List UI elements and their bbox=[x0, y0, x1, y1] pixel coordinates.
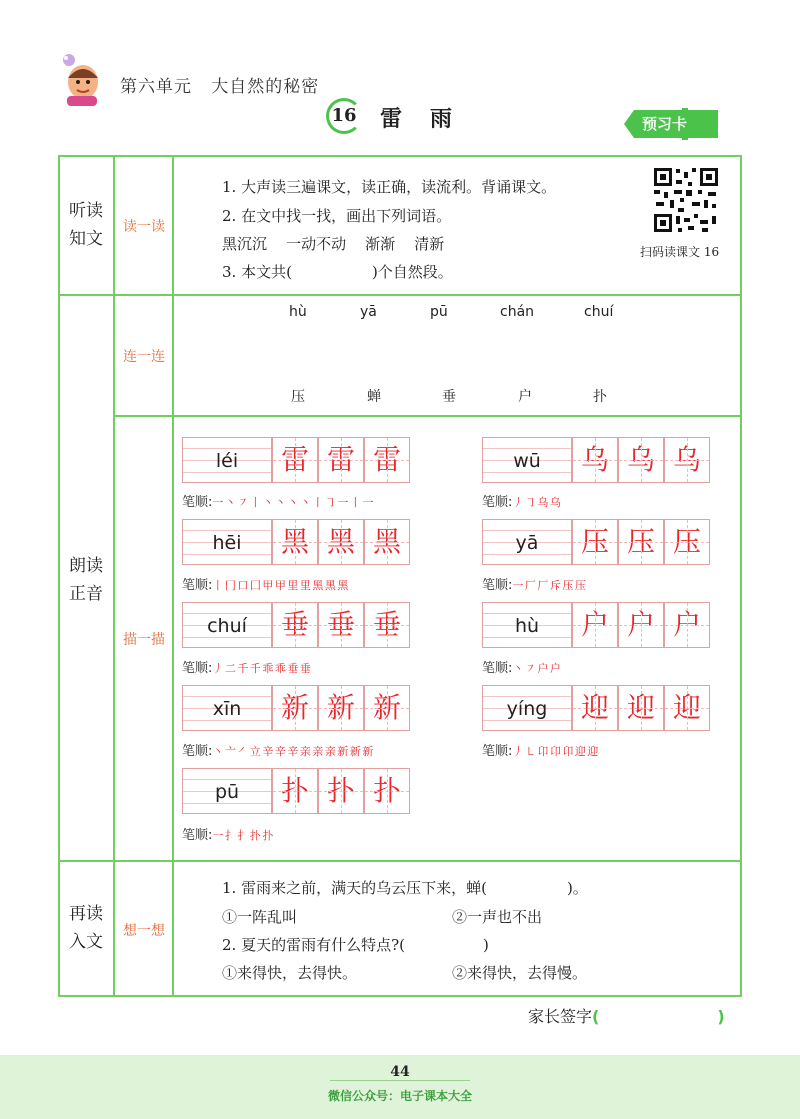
hanzi-box[interactable]: 新 bbox=[364, 685, 410, 731]
hanzi-box[interactable]: 垂 bbox=[272, 602, 318, 648]
listen-item-3: 3. 本文共( )个自然段。 bbox=[222, 263, 453, 281]
hanzi-box[interactable]: 垂 bbox=[318, 602, 364, 648]
q2-option-2[interactable]: ②来得快，去得慢。 bbox=[452, 964, 588, 982]
hanzi-box[interactable]: 户 bbox=[664, 602, 710, 648]
qr-code-icon[interactable] bbox=[652, 166, 720, 234]
listen-item-1: 1. 大声读三遍课文，读正确，读流利。背诵课文。 bbox=[222, 178, 557, 196]
connect-pinyin-5[interactable]: chuí bbox=[584, 304, 614, 320]
hanzi-box[interactable]: 黑 bbox=[364, 519, 410, 565]
section-label-read-aloud: 朗读 正音 bbox=[69, 556, 103, 604]
section-label-listen: 听读 知文 bbox=[69, 201, 103, 249]
connect-hanzi-2[interactable]: 蝉 bbox=[367, 389, 381, 405]
hanzi-box[interactable]: 黑 bbox=[272, 519, 318, 565]
page-number: 44 bbox=[390, 1064, 410, 1080]
listen-words: 黑沉沉 一动不动 渐渐 清新 bbox=[222, 235, 445, 253]
connect-pinyin-3[interactable]: pū bbox=[430, 304, 448, 320]
stroke-order: 笔顺:丶 ㇇ 户 户 bbox=[482, 661, 560, 676]
stroke-order: 笔顺:丿 ㇆ 乌 乌 bbox=[482, 495, 560, 510]
hanzi-box[interactable]: 黑 bbox=[318, 519, 364, 565]
hanzi-box[interactable]: 扑 bbox=[272, 768, 318, 814]
stroke-order: 笔顺:丨 冂 口 囗 甲 甲 里 里 黑 黑 黑 bbox=[182, 578, 348, 593]
stroke-order: 笔顺:丶 亠 ㇒ 立 辛 辛 辛 亲 亲 亲 新 新 新 bbox=[182, 744, 373, 759]
stroke-order: 笔顺:一 扌 扌 扑 扑 bbox=[182, 828, 273, 843]
hanzi-box[interactable]: 迎 bbox=[618, 685, 664, 731]
connect-hanzi-5[interactable]: 扑 bbox=[593, 389, 607, 405]
connect-pinyin-2[interactable]: yā bbox=[360, 304, 377, 320]
page-number-rule bbox=[330, 1080, 470, 1081]
hanzi-box[interactable]: 迎 bbox=[664, 685, 710, 731]
hanzi-box[interactable]: 压 bbox=[664, 519, 710, 565]
stroke-order: 笔顺:一 丶 ㇇ 丨 丶 丶 丶 丶 丨 ㇆ 一 丨 一 bbox=[182, 495, 373, 510]
listen-item-2: 2. 在文中找一找，画出下列词语。 bbox=[222, 207, 452, 225]
pinyin-box: pū bbox=[182, 768, 272, 814]
hanzi-box[interactable]: 扑 bbox=[318, 768, 364, 814]
hanzi-box[interactable]: 户 bbox=[572, 602, 618, 648]
sub-label-connect: 连一连 bbox=[123, 349, 165, 365]
q2-option-1[interactable]: ①来得快，去得快。 bbox=[222, 964, 358, 982]
hanzi-box[interactable]: 户 bbox=[618, 602, 664, 648]
stroke-order: 笔顺:丿 ㇄ 卬 卬 卬 迎 迎 bbox=[482, 744, 598, 759]
hanzi-box[interactable]: 乌 bbox=[572, 437, 618, 483]
connect-hanzi-3[interactable]: 垂 bbox=[442, 389, 456, 405]
section-label-reread: 再读 入文 bbox=[69, 904, 103, 952]
hanzi-box[interactable]: 扑 bbox=[364, 768, 410, 814]
pinyin-box: chuí bbox=[182, 602, 272, 648]
stroke-order: 笔顺:丿 二 千 千 乖 乖 垂 垂 bbox=[182, 661, 310, 676]
q1-option-2[interactable]: ②一声也不出 bbox=[452, 908, 543, 926]
hanzi-box[interactable]: 垂 bbox=[364, 602, 410, 648]
pinyin-box: yíng bbox=[482, 685, 572, 731]
lesson-number: 16 bbox=[326, 98, 362, 134]
hanzi-box[interactable]: 迎 bbox=[572, 685, 618, 731]
sub-label-think: 想一想 bbox=[123, 923, 165, 939]
hanzi-box[interactable]: 乌 bbox=[664, 437, 710, 483]
hanzi-box[interactable]: 乌 bbox=[618, 437, 664, 483]
unit-title: 第六单元 大自然的秘密 bbox=[120, 77, 320, 97]
pinyin-box: yā bbox=[482, 519, 572, 565]
pinyin-box: léi bbox=[182, 437, 272, 483]
connect-pinyin-1[interactable]: hù bbox=[289, 304, 307, 320]
connect-pinyin-4[interactable]: chán bbox=[500, 304, 535, 320]
connect-hanzi-4[interactable]: 户 bbox=[518, 389, 532, 405]
q1-option-1[interactable]: ①一阵乱叫 bbox=[222, 908, 298, 926]
stroke-order: 笔顺:一 厂 厂 斥 压 压 bbox=[482, 578, 585, 593]
preview-card-label: 预习卡 bbox=[642, 115, 688, 133]
connect-hanzi-1[interactable]: 压 bbox=[291, 389, 305, 405]
mascot-icon bbox=[55, 52, 103, 108]
hanzi-box[interactable]: 雷 bbox=[318, 437, 364, 483]
question-2: 2. 夏天的雷雨有什么特点?( ) bbox=[222, 936, 489, 954]
parent-signature: 家长签字( ) bbox=[528, 1007, 725, 1026]
question-1: 1. 雷雨来之前，满天的乌云压下来，蝉( )。 bbox=[222, 879, 588, 897]
footer-note: 微信公众号：电子课本大全 bbox=[327, 1089, 472, 1103]
hanzi-box[interactable]: 雷 bbox=[272, 437, 318, 483]
pinyin-box: hù bbox=[482, 602, 572, 648]
hanzi-box[interactable]: 雷 bbox=[364, 437, 410, 483]
hanzi-box[interactable]: 压 bbox=[618, 519, 664, 565]
hanzi-box[interactable]: 压 bbox=[572, 519, 618, 565]
hanzi-box[interactable]: 新 bbox=[318, 685, 364, 731]
pinyin-box: xīn bbox=[182, 685, 272, 731]
pinyin-box: wū bbox=[482, 437, 572, 483]
sub-label-read: 读一读 bbox=[123, 219, 165, 235]
lesson-title: 雷雨 bbox=[380, 106, 481, 132]
sub-label-trace: 描一描 bbox=[123, 632, 165, 648]
pinyin-box: hēi bbox=[182, 519, 272, 565]
hanzi-box[interactable]: 新 bbox=[272, 685, 318, 731]
qr-caption: 扫码读课文 16 bbox=[640, 245, 720, 259]
